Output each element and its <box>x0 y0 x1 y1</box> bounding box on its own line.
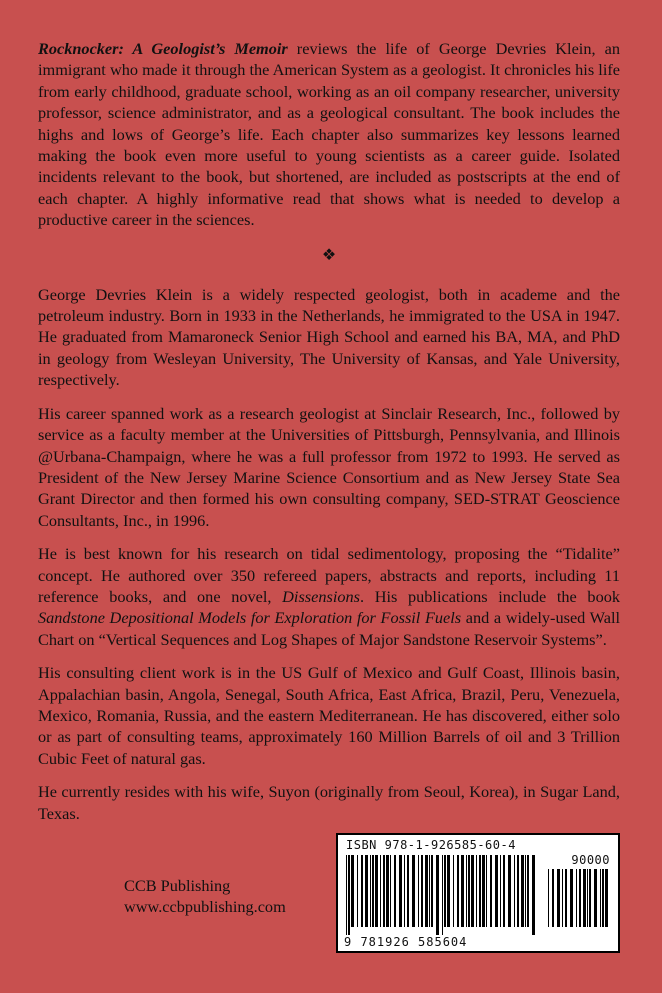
bio-paragraph-5: He currently resides with his wife, Suyon (originally from Seoul, Korea), in Sugar Land, Texas. <box>38 782 620 823</box>
barcode-box <box>336 833 620 953</box>
publisher-info <box>124 875 286 917</box>
bio-paragraph-2: His career spanned work as a research geologist at Sinclair Research, Inc., followed by service as a faculty member at the Universities of Pittsburgh, Pennsylvania, and Illinois @Urbana-Champaign, where he was a full professor from 1972 to 1993. He served as President of the New Jersey Marine Science Consortium and as New Jersey State Sea Grant Director and then formed his own consulting company, SED-STRAT Geoscience Consultants, Inc., in 1996. <box>38 403 620 530</box>
back-cover-text <box>38 38 620 836</box>
bio-paragraph-3 <box>38 543 620 650</box>
price-barcode-icon <box>548 869 612 935</box>
bio-p3-text-b: . His publications include the book <box>359 586 620 606</box>
bio-paragraph-1: George Devries Klein is a widely respected geologist, both in academe and the petroleum industry. Born in 1933 in the Netherlands, he immigrated to the USA in 1947. He graduated from Mamaroneck Senior High School and earned his BA, MA, and PhD in geology from Wesleyan University, The University of Kansas, and Yale University, respectively. <box>38 284 620 390</box>
ean-digits: 9 781926 585604 <box>344 935 468 949</box>
book-blurb <box>38 38 620 231</box>
reference-book-title: Sandstone Depositional Models for Exploration for Fossil Fuels <box>38 608 462 628</box>
publisher-name: CCB Publishing <box>124 876 231 895</box>
publisher-url: www.ccbpublishing.com <box>124 897 286 916</box>
isbn-text: ISBN 978-1-926585-60-4 <box>346 838 516 852</box>
novel-title: Dissensions <box>282 586 360 606</box>
bio-p3-text-a: He is best known for his research on tidal sedimentology, proposing the “Tidalite” concept. He authored over 350 refereed papers, abstracts and reports, including 11 reference books, and one novel, <box>38 544 620 606</box>
bio-p3-text-c: and a widely-used Wall Chart on “Vertical Sequences and Log Shapes of Major Sandstone Reservoir Systems”. <box>38 608 620 649</box>
ean-barcode-icon <box>346 855 542 935</box>
separator-ornament: ❖ <box>321 244 337 264</box>
bio-paragraph-4: His consulting client work is in the US Gulf of Mexico and Gulf Coast, Illinois basin, Appalachian basin, Angola, Senegal, South Africa, East Africa, Brazil, Peru, Venezuela, Mexico, Romania, Russia, and the eastern Mediterranean. He has discovered, either solo or as part of consulting teams, approximately 160 Million Barrels of oil and 3 Trillion Cubic Feet of natural gas. <box>38 663 620 768</box>
book-title: Rocknocker: A Geologist’s Memoir <box>38 39 288 58</box>
blurb-text: reviews the life of George Devries Klein, an immigrant who made it through the American System as a geologist. It chronicles his life from early childhood, graduate school, working as an oil company researcher, university professor, science administrator, and as a geological consultant. The book includes the highs and lows of George’s life. Each chapter also summarizes key lessons learned making the book even more useful to young scientists as a career guide. Isolated incidents relevant to the book, but shortened, are included as postscripts at the end of each chapter. A highly informative read that shows what is needed to develop a productive career in the sciences. <box>38 39 620 230</box>
price-code: 90000 <box>571 853 610 867</box>
